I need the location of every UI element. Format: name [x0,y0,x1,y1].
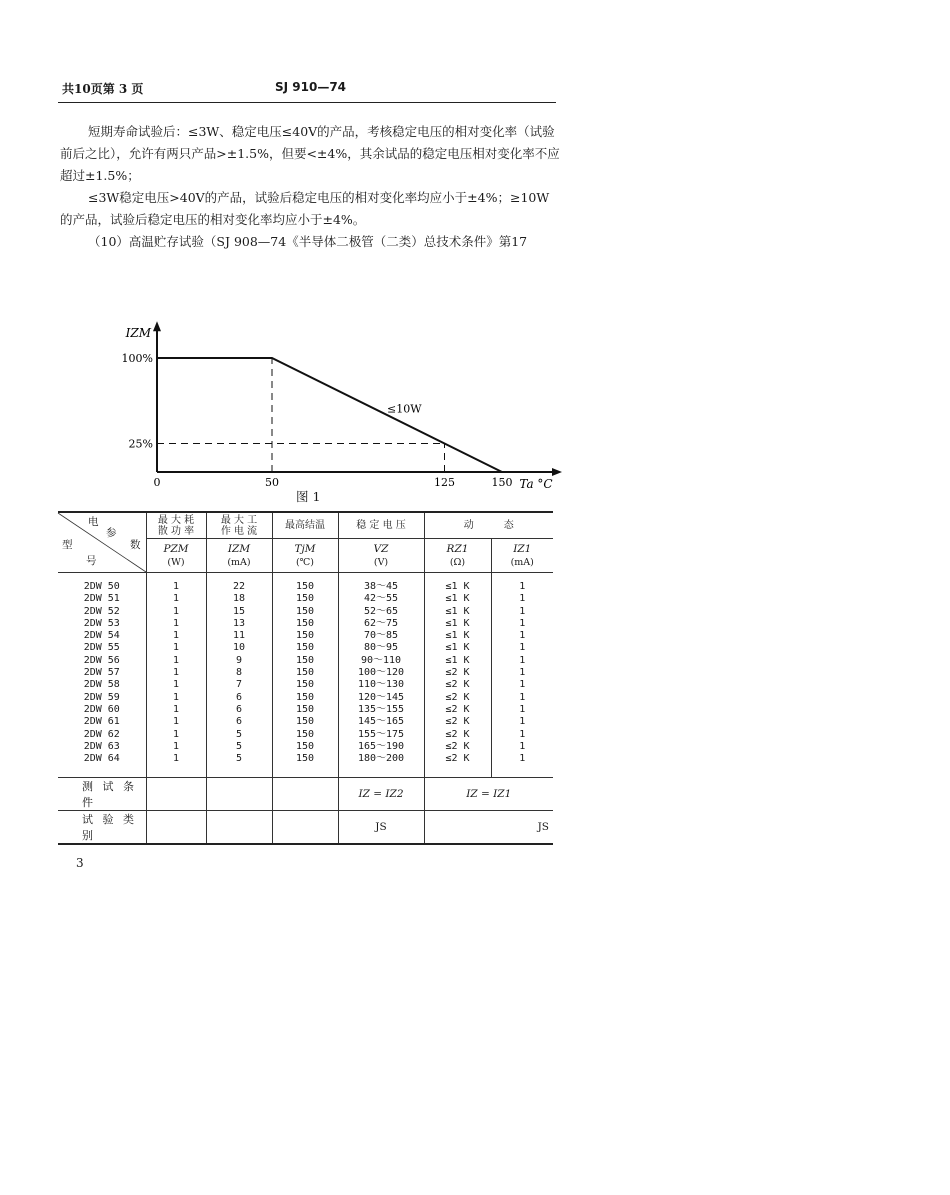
cell-junction-temp-11: 150 [295,716,315,728]
cell-model-3: 2DW 53 [83,617,120,629]
corner-header [58,512,146,573]
cell-zener-voltage-9: 120～145 [357,691,405,703]
cell-model-11: 2DW 61 [83,716,120,728]
cell-test-current-0: 1 [519,581,526,592]
cell-model-2: 2DW 52 [83,605,120,617]
cell-dynamic-resistance-3: ≤1 K [445,617,470,629]
cell-max-power-2: 1 [172,605,180,617]
cell-max-power-7: 1 [172,667,180,679]
corner-label-right: 数 [130,539,141,551]
cell-zener-voltage-7: 100～120 [357,667,405,679]
cell-max-current-8: 7 [235,679,243,691]
test-conditions-label: 测 试 条 件 [58,778,146,811]
cell-test-current-5: 1 [519,642,526,654]
cell-junction-temp-2: 150 [295,605,315,617]
y-axis-arrow [153,321,161,331]
symbol-pzm: PZM [163,542,189,555]
cell-max-current-4: 11 [232,630,246,642]
cell-zener-voltage-13: 165～190 [357,740,405,752]
cell-max-power-14: 1 [172,753,180,765]
corner-label-left: 型 [62,539,73,551]
cell-junction-temp-13: 150 [295,740,315,752]
cell-max-power-4: 1 [172,630,180,642]
header-rule [58,102,556,103]
symbol-vz: VZ [373,542,389,555]
cell-dynamic-resistance-5: ≤1 K [445,642,470,654]
cell-junction-temp-0: 150 [295,581,315,592]
cell-model-6: 2DW 56 [83,654,120,666]
cell-zener-voltage-14: 180～200 [357,753,405,765]
spec-table [58,511,553,845]
x-tick-label-0: 0 [153,476,161,489]
cell-max-power-11: 1 [172,716,180,728]
cell-dynamic-resistance-7: ≤2 K [445,667,470,679]
cell-zener-voltage-8: 110～130 [357,679,405,691]
cell-zener-voltage-5: 80～95 [363,642,399,654]
test-conditions-empty-3 [272,778,338,811]
cell-model-10: 2DW 60 [83,703,120,715]
page-header-left: 共10页第 3 页 [62,82,144,96]
cell-zener-voltage-6: 90～110 [360,654,402,666]
cell-zener-voltage-0: 38～45 [363,581,399,592]
cell-model-5: 2DW 55 [83,642,120,654]
column-max-power [146,573,206,778]
x-tick-label-1: 50 [265,476,279,489]
unit-iz: (mA) [510,556,534,568]
paragraph-storage-test: （10）高温贮存试验（SJ 908—74《半导体二极管（二类）总技术条件》第17 [88,234,528,249]
cell-dynamic-resistance-12: ≤2 K [445,728,470,740]
test-conditions-dynamic: IZ = IZ1 [424,778,553,811]
symbol-iz-cell [491,539,553,573]
cell-max-power-3: 1 [172,617,180,629]
cell-junction-temp-1: 150 [295,593,315,605]
cell-max-current-0: 22 [232,581,246,592]
cell-model-9: 2DW 59 [83,691,120,703]
header-zener-voltage: 稳 定 电 压 [338,512,424,539]
x-axis-arrow [552,468,562,476]
symbol-iz: IZ1 [513,542,532,555]
cell-max-power-8: 1 [172,679,180,691]
test-category-empty-3 [272,811,338,845]
cell-max-current-3: 13 [232,617,246,629]
cell-test-current-12: 1 [519,728,526,740]
symbol-tjm: TjM [294,542,316,555]
header-max-power: 最 大 耗 散 功 率 [146,512,206,539]
symbol-vz-cell [338,539,424,573]
cell-dynamic-resistance-11: ≤2 K [445,716,470,728]
cell-max-power-5: 1 [172,642,180,654]
cell-test-current-11: 1 [519,716,526,728]
cell-dynamic-resistance-10: ≤2 K [445,703,470,715]
cell-max-current-14: 5 [235,753,243,765]
derating-chart [110,262,553,491]
cell-dynamic-resistance-14: ≤2 K [445,753,470,765]
cell-junction-temp-10: 150 [295,703,315,715]
corner-label-mid: 参 [106,527,117,539]
cell-model-8: 2DW 58 [83,679,120,691]
column-model [58,573,146,778]
page-number: 3 [76,856,84,870]
y-tick-label-0: 100% [121,352,153,365]
cell-max-current-6: 9 [235,654,243,666]
cell-test-current-8: 1 [519,679,526,691]
unit-izm: (mA) [227,556,251,568]
cell-zener-voltage-10: 135～155 [357,703,405,715]
cell-junction-temp-8: 150 [295,679,315,691]
cell-junction-temp-6: 150 [295,654,315,666]
y-axis-label: IZM [125,326,151,341]
data-row-block [58,573,553,778]
cell-test-current-3: 1 [519,617,526,629]
series-line-0 [157,358,502,472]
symbol-tjm-cell [272,539,338,573]
cell-junction-temp-12: 150 [295,728,315,740]
cell-dynamic-resistance-8: ≤2 K [445,679,470,691]
cell-max-power-1: 1 [172,593,180,605]
cell-model-7: 2DW 57 [83,667,120,679]
cell-max-current-2: 15 [232,605,246,617]
test-category-label: 试 验 类 别 [58,811,146,845]
cell-zener-voltage-11: 145～165 [357,716,405,728]
cell-junction-temp-5: 150 [295,642,315,654]
cell-test-current-1: 1 [519,593,526,605]
test-category-empty-2 [206,811,272,845]
cell-junction-temp-9: 150 [295,691,315,703]
symbol-pzm-cell [146,539,206,573]
cell-max-power-6: 1 [172,654,180,666]
cell-test-current-2: 1 [519,605,526,617]
cell-max-power-0: 1 [172,581,180,592]
cell-max-current-7: 8 [235,667,243,679]
corner-label-top: 电 [88,516,99,528]
chart-annotation: ≤10W [387,402,422,416]
cell-max-current-9: 6 [235,691,243,703]
cell-dynamic-resistance-13: ≤2 K [445,740,470,752]
test-category-vz: JS [338,811,424,845]
column-junction-temp [272,573,338,778]
cell-model-13: 2DW 63 [83,740,120,752]
cell-dynamic-resistance-2: ≤1 K [445,605,470,617]
header-max-current: 最 大 工 作 电 流 [206,512,272,539]
cell-dynamic-resistance-0: ≤1 K [445,581,470,592]
cell-test-current-6: 1 [519,654,526,666]
cell-test-current-14: 1 [519,753,526,765]
cell-model-1: 2DW 51 [83,593,120,605]
x-tick-label-3: 150 [491,476,513,489]
symbol-rz-cell [424,539,491,573]
cell-test-current-7: 1 [519,667,526,679]
cell-zener-voltage-1: 42～55 [363,593,399,605]
cell-dynamic-resistance-4: ≤1 K [445,630,470,642]
x-axis-label: Ta °C [519,477,553,491]
corner-label-bottom: 号 [86,555,97,567]
cell-max-power-9: 1 [172,691,180,703]
test-conditions-empty-1 [146,778,206,811]
cell-test-current-13: 1 [519,740,526,752]
cell-model-0: 2DW 50 [83,581,120,592]
cell-junction-temp-4: 150 [295,630,315,642]
cell-max-current-13: 5 [235,740,243,752]
cell-model-4: 2DW 54 [83,630,120,642]
cell-model-12: 2DW 62 [83,728,120,740]
header-max-junction-temp: 最高结温 [272,512,338,539]
cell-junction-temp-3: 150 [295,617,315,629]
cell-max-power-13: 1 [172,740,180,752]
cell-dynamic-resistance-1: ≤1 K [445,593,470,605]
y-tick-label-1: 25% [128,437,153,451]
column-test-current [491,573,553,778]
cell-zener-voltage-4: 70～85 [363,630,399,642]
cell-max-power-10: 1 [172,703,180,715]
symbol-izm: IZM [227,542,251,555]
test-conditions-vz: IZ = IZ2 [338,778,424,811]
column-zener-voltage [338,573,424,778]
unit-vz: (V) [373,556,389,568]
cell-max-current-5: 10 [232,642,246,654]
figure-caption: 图 1 [296,489,321,504]
cell-junction-temp-14: 150 [295,753,315,765]
cell-zener-voltage-2: 52～65 [363,605,399,617]
cell-junction-temp-7: 150 [295,667,315,679]
cell-max-power-12: 1 [172,728,180,740]
paragraph-short-life-test: 短期寿命试验后：≤3W、稳定电压≤40V的产品，考核稳定电压的相对变化率（试验前后之比），允许有两只产品>±1.5%，但要<±4%，其余试品的稳定电压相对变化率不应超过±1.5%； [60,124,560,183]
cell-dynamic-resistance-6: ≤1 K [445,654,470,666]
header-dynamic: 动 态 [424,512,553,539]
column-max-current [206,573,272,778]
paragraph-high-voltage-products: ≤3W稳定电压>40V的产品，试验后稳定电压的相对变化率均应小于±4%；≥10W的产品，试验后稳定电压的相对变化率均应小于±4%。 [60,190,550,227]
test-category-dynamic: JS [424,811,553,845]
cell-test-current-9: 1 [519,691,526,703]
cell-dynamic-resistance-9: ≤2 K [445,691,470,703]
cell-test-current-4: 1 [519,630,526,642]
unit-rz: (Ω) [449,556,466,568]
cell-max-current-10: 6 [235,703,243,715]
column-dynamic-resistance [424,573,491,778]
symbol-rz: RZ1 [446,542,469,555]
cell-zener-voltage-12: 155～175 [357,728,405,740]
cell-max-current-1: 18 [232,593,246,605]
document-code: SJ 910—74 [275,80,347,94]
test-conditions-empty-2 [206,778,272,811]
test-category-empty-1 [146,811,206,845]
unit-pzm: (W) [167,556,185,568]
cell-max-current-12: 5 [235,728,243,740]
cell-zener-voltage-3: 62～75 [363,617,399,629]
cell-test-current-10: 1 [519,703,526,715]
symbol-izm-cell [206,539,272,573]
cell-max-current-11: 6 [235,716,243,728]
unit-tjm: (℃) [295,556,315,568]
cell-model-14: 2DW 64 [83,753,120,765]
x-tick-label-2: 125 [434,476,455,489]
